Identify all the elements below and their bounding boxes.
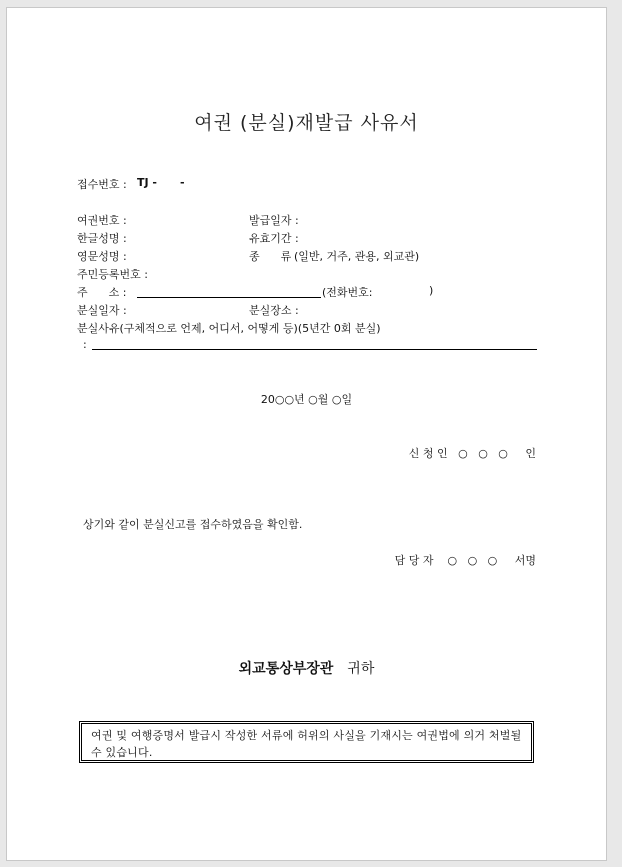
recipient-line — [7, 658, 606, 678]
applicant-signature: 신 청 인 ○ ○ ○ 인 — [408, 447, 536, 460]
phone-close: ) — [429, 284, 434, 297]
loss-reason-underline — [92, 337, 537, 350]
expiry-date-label: 유효기간 : — [249, 232, 299, 245]
document-title: 여권 (분실)재발급 사유서 — [194, 112, 419, 134]
passport-number-label: 여권번호 : — [77, 214, 127, 227]
loss-date-label: 분실일자 : — [77, 304, 127, 317]
address-label: 주 소 : — [77, 286, 127, 299]
receipt-number-dash: - — [180, 176, 185, 189]
officer-signature: 담 당 자 ○ ○ ○ 서명 — [394, 554, 536, 567]
address-underline — [137, 284, 321, 298]
phone-label: (전화번호: — [322, 286, 373, 299]
receipt-number-code: TJ - — [137, 176, 157, 189]
passport-type-label: 종 류 — [249, 250, 292, 263]
recipient-suffix: 귀하 — [347, 661, 375, 677]
korean-name-label: 한글성명 : — [77, 232, 127, 245]
warning-notice-box: 여권 및 여행증명서 발급시 작성한 서류에 허위의 사실을 기재시는 여권법에 의거 처벌될수 있습니다. — [79, 721, 534, 763]
resident-number-label: 주민등록번호 : — [77, 268, 148, 281]
issue-date-label: 발급일자 : — [249, 214, 299, 227]
loss-reason-colon: : — [83, 338, 87, 351]
loss-place-label: 분실장소 : — [249, 304, 299, 317]
receipt-number-label: 접수번호 : — [77, 178, 127, 191]
date-line: 20○○년 ○월 ○일 — [260, 393, 353, 406]
loss-reason-label: 분실사유(구체적으로 언제, 어디서, 어떻게 등)(5년간 0회 분실) — [77, 322, 381, 335]
confirmation-text: 상기와 같이 분실신고를 접수하였음을 확인함. — [83, 518, 303, 531]
passport-type-options: (일반, 거주, 관용, 외교관) — [294, 250, 420, 263]
english-name-label: 영문성명 : — [77, 250, 127, 263]
recipient-name: 외교통상부장관 — [238, 661, 334, 677]
document-page — [6, 7, 607, 861]
